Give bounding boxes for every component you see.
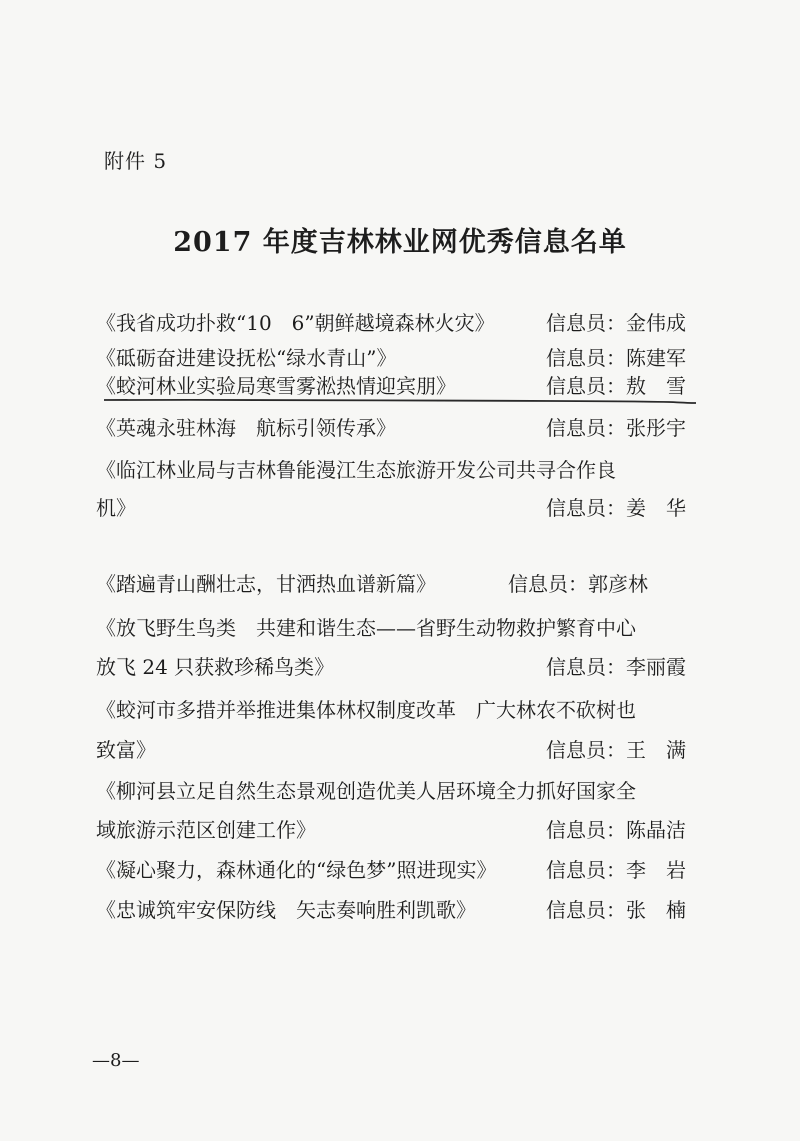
list-item: [96, 692, 686, 728]
entry-title: 《我省成功扑救“10 6”朝鲜越境森林火灾》: [96, 311, 495, 335]
list-item: [96, 649, 686, 685]
entry-title: 《忠诚筑牢安保防线 矢志奏响胜利凯歌》: [96, 898, 476, 922]
list-item: [96, 610, 686, 646]
entry-informant: 信息员：张彤宇: [546, 416, 686, 440]
attachment-label: 附件 5: [104, 149, 168, 173]
list-item: [96, 812, 686, 848]
entry-title: 《柳河县立足自然生态景观创造优美人居环境全力抓好国家全: [96, 779, 636, 803]
entry-informant: 信息员：张 楠: [546, 898, 686, 922]
entry-title: 《放飞野生鸟类 共建和谐生态——省野生动物救护繁育中心: [96, 616, 636, 640]
list-item: [96, 490, 686, 526]
entry-title: 《踏遍青山酬壮志，甘洒热血谱新篇》: [96, 572, 436, 596]
list-item: [96, 852, 686, 888]
entry-title: 《凝心聚力，森林通化的“绿色梦”照进现实》: [96, 858, 497, 882]
handwritten-underline: [104, 398, 696, 404]
page-number: —8—: [92, 1050, 140, 1071]
entry-informant: 信息员：王 满: [546, 738, 686, 762]
entry-title: 《蛟河林业实验局寒雪雾淞热情迎宾朋》: [96, 374, 456, 398]
list-item: [96, 892, 686, 928]
entry-informant: 信息员：李 岩: [546, 858, 686, 882]
entry-informant: 信息员：郭彦林: [508, 572, 648, 596]
entry-informant: 信息员：敖 雪: [546, 374, 686, 398]
entry-title-cont: 致富》: [96, 738, 156, 762]
list-item: [96, 732, 686, 768]
list-item: [96, 773, 686, 809]
list-item: [96, 452, 686, 488]
entry-title: 《临江林业局与吉林鲁能漫江生态旅游开发公司共寻合作良: [96, 458, 616, 482]
entry-informant: 信息员：姜 华: [546, 496, 686, 520]
entry-title-cont: 机》: [96, 496, 136, 520]
entry-title: 《蛟河市多措并举推进集体林权制度改革 广大林农不砍树也: [96, 698, 636, 722]
entry-title-cont: 放飞 24 只获救珍稀鸟类》: [96, 655, 335, 679]
entry-title: 《英魂永驻林海 航标引领传承》: [96, 416, 396, 440]
entry-informant: 信息员：李丽霞: [546, 655, 686, 679]
document-title: 2017 年度吉林林业网优秀信息名单: [173, 227, 627, 258]
entry-informant: 信息员：陈建军: [546, 346, 686, 370]
entry-informant: 信息员：金伟成: [546, 311, 686, 335]
entry-title-cont: 域旅游示范区创建工作》: [96, 818, 316, 842]
list-item: [96, 305, 686, 341]
entry-title: 《砥砺奋进建设抚松“绿水青山”》: [96, 346, 397, 370]
list-item: [96, 410, 686, 446]
entry-informant: 信息员：陈晶洁: [546, 818, 686, 842]
list-item: [96, 566, 686, 602]
